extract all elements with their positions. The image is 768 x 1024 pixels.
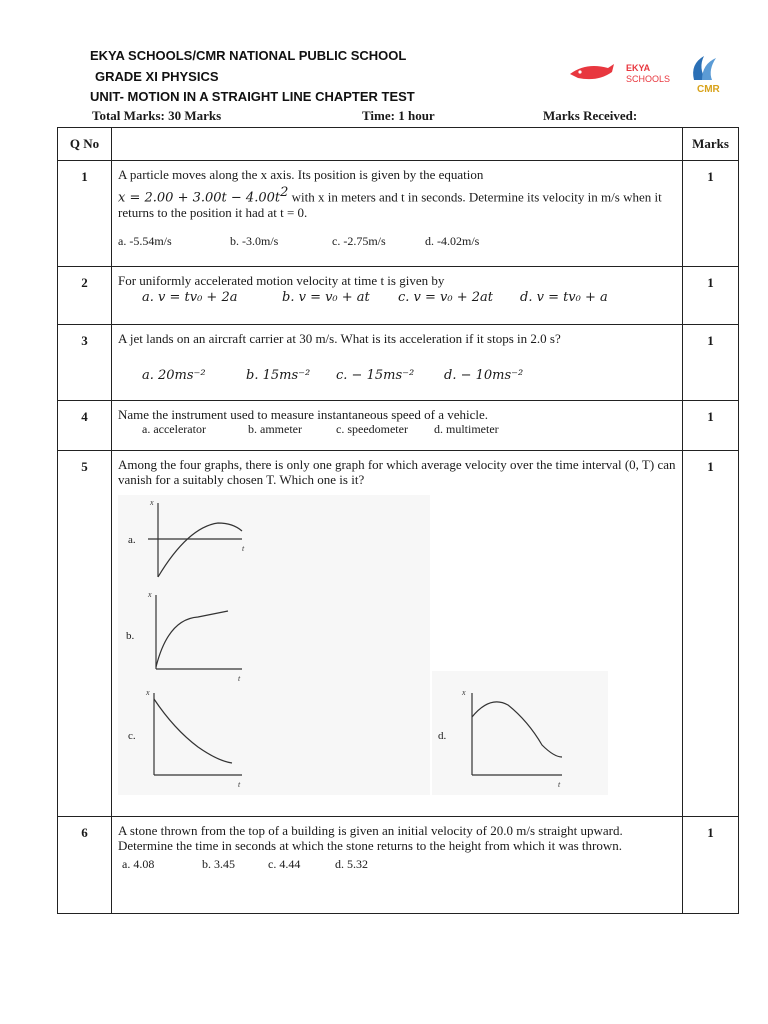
option-c: c. speedometer xyxy=(336,422,408,436)
question-marks: 1 xyxy=(683,401,739,451)
option-c: c. v = v₀ + 2at xyxy=(398,290,494,305)
option-a: a. 4.08 xyxy=(122,857,155,871)
question-text: A stone thrown from the top of a building is given an initial velocity of 20.0 m/s straight upward. Determine the time in seconds at which the stone returns to the height from which it was thrown. xyxy=(118,823,623,853)
option-b: b. v = v₀ + at xyxy=(282,290,370,305)
graphs-right-panel xyxy=(432,671,608,795)
option-d: d. -4.02m/s xyxy=(425,234,480,249)
question-number: 6 xyxy=(58,817,112,914)
option-d: d. v = tv₀ + a xyxy=(520,290,608,305)
grade-title: GRADE XI PHYSICS xyxy=(95,69,219,84)
option-a: a. v = tv₀ + 2a xyxy=(142,290,238,305)
question-body xyxy=(112,325,683,401)
graph-c-xlabel: x xyxy=(146,688,150,697)
table-row xyxy=(58,817,739,914)
graphs-left-panel xyxy=(118,495,430,795)
graph-a-xlabel: x xyxy=(150,498,154,507)
option-b: b. 15ms⁻² xyxy=(246,368,311,383)
unit-title: UNIT- MOTION IN A STRAIGHT LINE CHAPTER TEST xyxy=(90,89,415,104)
question-marks: 1 xyxy=(683,161,739,267)
ekya-logo-icon xyxy=(568,58,674,90)
question-number: 5 xyxy=(58,451,112,817)
question-marks: 1 xyxy=(683,451,739,817)
question-text: A jet lands on an aircraft carrier at 30 m/s. What is its acceleration if it stops in 2.0 s? xyxy=(118,331,561,346)
table-row xyxy=(58,161,739,267)
option-a: a. accelerator xyxy=(142,422,206,436)
option-d: d. − 10ms⁻² xyxy=(444,368,524,383)
option-d: d. 5.32 xyxy=(335,857,368,871)
question-text-cont: with x in meters and t in seconds. Determine its velocity in m/s when it returns to the position it had at t = 0. xyxy=(118,189,662,221)
option-a: a. -5.54m/s xyxy=(118,234,172,249)
total-marks: Total Marks: 30 Marks xyxy=(92,108,222,123)
graphs-figure xyxy=(118,495,678,795)
question-text: Name the instrument used to measure instantaneous speed of a vehicle. xyxy=(118,407,489,422)
graph-a-label: a. xyxy=(128,534,136,546)
col-qno-header: Q No xyxy=(58,128,112,161)
cmr-logo-icon xyxy=(684,50,730,96)
question-number: 2 xyxy=(58,267,112,325)
equation: x = 2.00 + 3.00t − 4.00t xyxy=(118,190,281,206)
table-header-row xyxy=(58,128,739,161)
option-a: a. 20ms⁻² xyxy=(142,368,206,383)
question-marks: 1 xyxy=(683,325,739,401)
time-allowed: Time: 1 hour xyxy=(362,108,435,123)
option-c: c. − 15ms⁻² xyxy=(336,368,415,383)
equation-exponent: 2 xyxy=(280,185,289,200)
question-body xyxy=(112,161,683,267)
question-text: For uniformly accelerated motion velocity at time t is given by xyxy=(118,273,445,288)
table-row xyxy=(58,325,739,401)
school-name: EKYA SCHOOLS/CMR NATIONAL PUBLIC SCHOOL xyxy=(90,48,407,63)
option-b: b. 3.45 xyxy=(202,857,235,871)
col-question-header xyxy=(112,128,683,161)
graph-b-xlabel: x xyxy=(148,590,152,599)
graph-d-tlabel: t xyxy=(558,780,561,789)
question-marks: 1 xyxy=(683,267,739,325)
option-c: c. 4.44 xyxy=(268,857,301,871)
question-number: 4 xyxy=(58,401,112,451)
graph-b-tlabel: t xyxy=(238,674,241,683)
graph-c-tlabel: t xyxy=(238,780,241,789)
graph-c-label: c. xyxy=(128,730,136,742)
ekya-logo-line2: SCHOOLS xyxy=(626,74,671,84)
question-number: 3 xyxy=(58,325,112,401)
question-body xyxy=(112,451,683,817)
graph-a-tlabel: t xyxy=(242,544,245,553)
question-body xyxy=(112,267,683,325)
question-marks: 1 xyxy=(683,817,739,914)
question-number: 1 xyxy=(58,161,112,267)
graph-d-xlabel: x xyxy=(462,688,466,697)
option-b: b. ammeter xyxy=(248,422,302,436)
question-text: Among the four graphs, there is only one graph for which average velocity over the time interval (0, T) can vanish for a suitably chosen T. Which one is it? xyxy=(118,457,676,487)
question-body xyxy=(112,817,683,914)
question-text: A particle moves along the x axis. Its position is given by the equation xyxy=(118,167,484,182)
marks-received: Marks Received: xyxy=(543,108,638,123)
graph-area xyxy=(118,495,676,795)
table-row xyxy=(58,401,739,451)
col-marks-header: Marks xyxy=(683,128,739,161)
graph-b-label: b. xyxy=(126,630,135,642)
question-body xyxy=(112,401,683,451)
table-row xyxy=(58,451,739,817)
graph-d-label: d. xyxy=(438,730,447,742)
cmr-logo-text: CMR xyxy=(697,84,720,95)
option-c: c. -2.75m/s xyxy=(332,234,386,249)
table-row xyxy=(58,267,739,325)
ekya-logo-line1: EKYA xyxy=(626,63,651,73)
option-b: b. -3.0m/s xyxy=(230,234,279,249)
option-d: d. multimeter xyxy=(434,422,499,436)
question-table xyxy=(57,127,739,914)
